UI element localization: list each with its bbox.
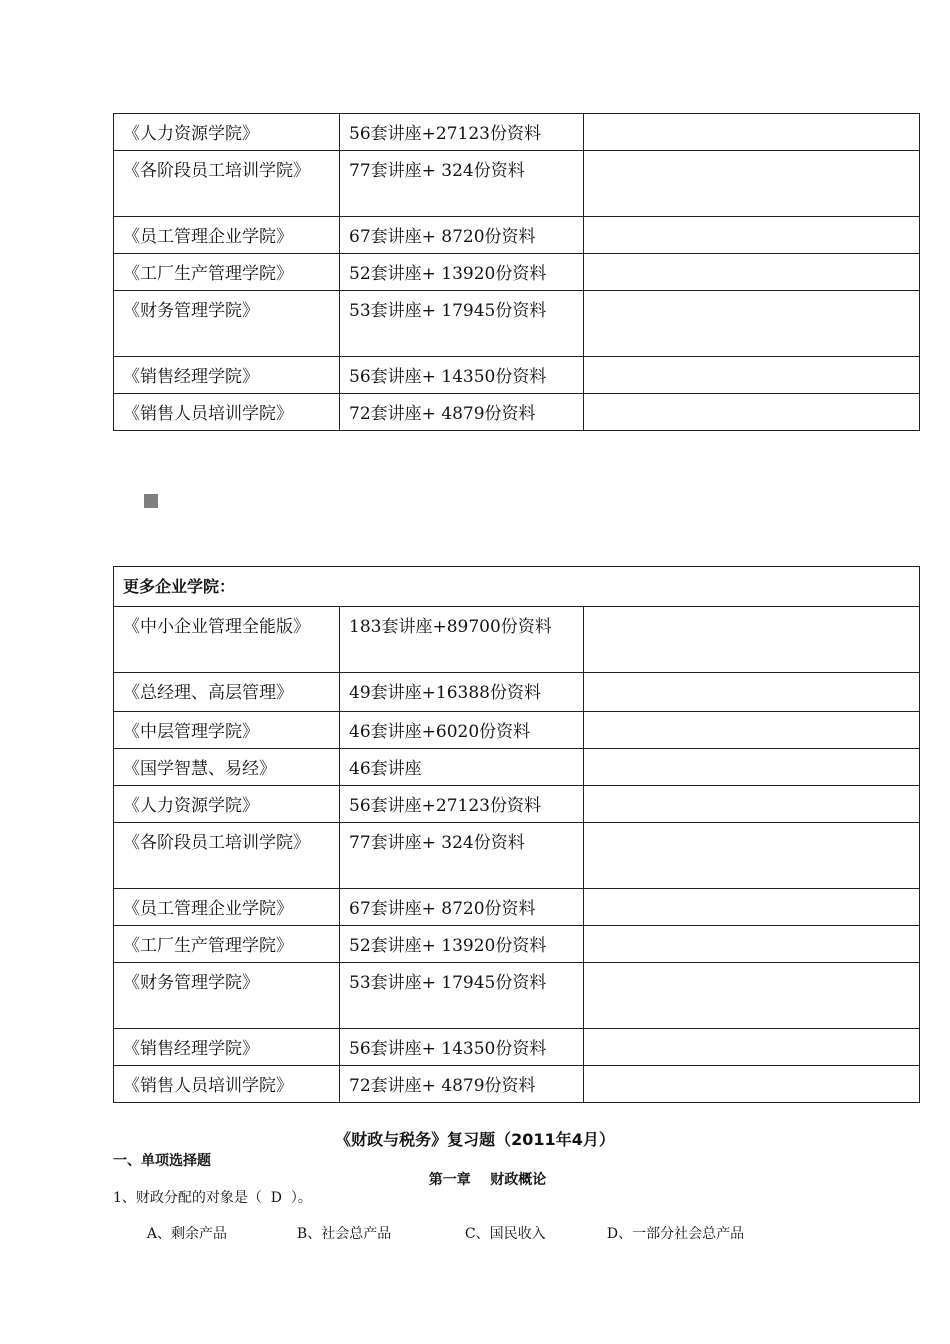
- table-row: [114, 926, 920, 963]
- table-row: [114, 217, 920, 254]
- cell-note: [584, 926, 920, 963]
- cell-note: [584, 889, 920, 926]
- table-row: [114, 357, 920, 394]
- cell-count: 56套讲座+27123份资料: [340, 786, 584, 823]
- cell-name: 《总经理、高层管理》: [114, 673, 340, 712]
- cell-note: [584, 357, 920, 394]
- cell-note: [584, 1066, 920, 1103]
- cell-count: 56套讲座+27123份资料: [340, 114, 584, 151]
- table-row: [114, 712, 920, 749]
- answer-options: [138, 1207, 744, 1243]
- cell-name: 《销售人员培训学院》: [114, 394, 340, 431]
- cell-count: 52套讲座+ 13920份资料: [340, 926, 584, 963]
- cell-count: 53套讲座+ 17945份资料: [340, 963, 584, 1029]
- cell-count: 72套讲座+ 4879份资料: [340, 394, 584, 431]
- table-row: [114, 1029, 920, 1066]
- cell-count: 183套讲座+89700份资料: [340, 607, 584, 673]
- course-table-2-body: [114, 567, 920, 1103]
- cell-count: 72套讲座+ 4879份资料: [340, 1066, 584, 1103]
- cell-name: 《各阶段员工培训学院》: [114, 823, 340, 889]
- cell-note: [584, 1029, 920, 1066]
- section-heading: 一、单项选择题: [113, 1153, 211, 1169]
- table-header-row: [114, 567, 920, 607]
- cell-count: 56套讲座+ 14350份资料: [340, 1029, 584, 1066]
- cell-note: [584, 963, 920, 1029]
- table-row: [114, 394, 920, 431]
- table-row: [114, 786, 920, 823]
- square-bullet-icon: [144, 494, 158, 508]
- table-row: [114, 1066, 920, 1103]
- course-table-1: [113, 113, 920, 431]
- course-table-2: [113, 566, 920, 1103]
- option-c: C、国民收入: [464, 1226, 546, 1242]
- option-b: B、社会总产品: [296, 1226, 392, 1242]
- table-header: 更多企业学院：: [114, 567, 920, 607]
- cell-name: 《员工管理企业学院》: [114, 889, 340, 926]
- cell-count: 49套讲座+16388份资料: [340, 673, 584, 712]
- cell-note: [584, 607, 920, 673]
- table-row: [114, 291, 920, 357]
- cell-name: 《销售人员培训学院》: [114, 1066, 340, 1103]
- cell-name: 《人力资源学院》: [114, 786, 340, 823]
- cell-name: 《各阶段员工培训学院》: [114, 151, 340, 217]
- cell-note: [584, 786, 920, 823]
- cell-name: 《工厂生产管理学院》: [114, 254, 340, 291]
- option-d: D、一部分社会总产品: [606, 1226, 745, 1242]
- cell-count: 46套讲座+6020份资料: [340, 712, 584, 749]
- cell-note: [584, 151, 920, 217]
- cell-name: 《销售经理学院》: [114, 1029, 340, 1066]
- cell-note: [584, 673, 920, 712]
- cell-count: 77套讲座+ 324份资料: [340, 151, 584, 217]
- table-row: [114, 823, 920, 889]
- table-row: [114, 889, 920, 926]
- table-row: [114, 673, 920, 712]
- cell-count: 53套讲座+ 17945份资料: [340, 291, 584, 357]
- cell-name: 《国学智慧、易经》: [114, 749, 340, 786]
- question-text: 1、财政分配的对象是（ D ）。: [113, 1190, 312, 1206]
- table-row: [114, 749, 920, 786]
- option-a: A、剩余产品: [146, 1226, 228, 1242]
- cell-name: 《中层管理学院》: [114, 712, 340, 749]
- cell-name: 《人力资源学院》: [114, 114, 340, 151]
- cell-note: [584, 823, 920, 889]
- table-row: [114, 607, 920, 673]
- cell-note: [584, 749, 920, 786]
- cell-count: 67套讲座+ 8720份资料: [340, 889, 584, 926]
- chapter-heading: 第一章 财政概论: [428, 1172, 547, 1188]
- cell-name: 《销售经理学院》: [114, 357, 340, 394]
- cell-name: 《中小企业管理全能版》: [114, 607, 340, 673]
- cell-note: [584, 394, 920, 431]
- cell-note: [584, 217, 920, 254]
- cell-note: [584, 114, 920, 151]
- course-table-1-body: [114, 114, 920, 431]
- table-row: [114, 114, 920, 151]
- cell-count: 67套讲座+ 8720份资料: [340, 217, 584, 254]
- table-row: [114, 151, 920, 217]
- cell-name: 《财务管理学院》: [114, 291, 340, 357]
- cell-name: 《员工管理企业学院》: [114, 217, 340, 254]
- cell-note: [584, 291, 920, 357]
- cell-name: 《财务管理学院》: [114, 963, 340, 1029]
- exam-title: 《财政与税务》复习题（2011年4月）: [335, 1130, 615, 1149]
- cell-note: [584, 712, 920, 749]
- cell-count: 52套讲座+ 13920份资料: [340, 254, 584, 291]
- cell-count: 46套讲座: [340, 749, 584, 786]
- cell-count: 77套讲座+ 324份资料: [340, 823, 584, 889]
- table-row: [114, 963, 920, 1029]
- cell-note: [584, 254, 920, 291]
- cell-count: 56套讲座+ 14350份资料: [340, 357, 584, 394]
- cell-name: 《工厂生产管理学院》: [114, 926, 340, 963]
- table-row: [114, 254, 920, 291]
